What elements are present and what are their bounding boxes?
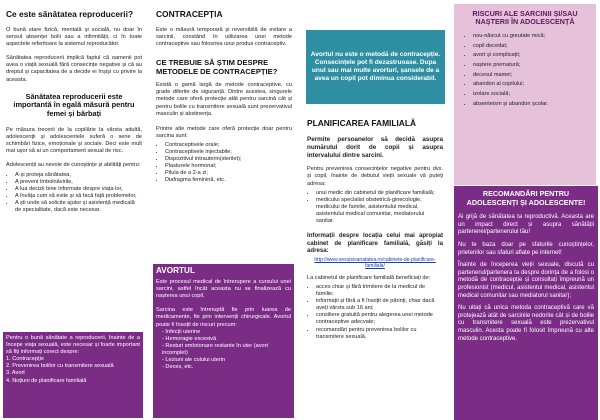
list-item: - Leziuni ale colului uterin xyxy=(162,357,226,364)
section-title: CONTRACEPȚIA xyxy=(156,9,223,19)
column-family-planning xyxy=(307,118,443,341)
box-intro: Pentru o bună sănătate a reproducerii, înainte de a începe viața sexuală, este necesar și foarte important să fiți informați corect despre: xyxy=(6,335,140,356)
list-item: • Contraceptivele orale; xyxy=(165,142,292,149)
list-item: 3. Avort xyxy=(6,370,25,377)
topics-list xyxy=(6,356,140,384)
paragraph: Sănătatea reproducerii implică faptul că oamenii pot avea o viață sexuală fără consecințe negative și că au dreptul și capacitatea de a decide ei înșiși cu privire la aceasta. xyxy=(6,55,142,83)
paragraph: Ai grijă de sănătatea ta reproductivă. Aceasta are un impact direct și asupra sănătății partenerei/partenerului tău! xyxy=(458,214,594,236)
risk-list xyxy=(156,329,291,372)
list-item: • A-și proteja sănătatea, xyxy=(15,172,142,179)
list-item: • izolare socială; xyxy=(473,91,593,98)
list-item: • A preveni îmbolnăvirile, xyxy=(15,179,142,186)
recommendations-box xyxy=(454,186,598,420)
list-item: • A lua decizii bine informate despre viața lor, xyxy=(15,186,142,193)
list-item: - Hemoragie excesivă xyxy=(162,335,217,342)
list-item: 2. Prevenirea bolilor cu transmitere sexuală xyxy=(6,363,114,370)
list-item: • avort și complicații; xyxy=(473,52,593,59)
section-subtitle: Permite persoanelor să decidă asupra numărului dorit de copii și asupra intervalului dintre sarcini. xyxy=(307,136,443,159)
list-item: • Diafragma feminină, etc. xyxy=(165,177,292,184)
list-item: - Deces, etc. xyxy=(162,364,194,371)
paragraph: Printre alte metode care oferă protecție doar pentru sarcina sunt: xyxy=(156,125,292,139)
section-subtitle: Sănătatea reproducerii este importantă în egală măsură pentru femei și bărbați xyxy=(13,91,135,119)
list-item: 1. Contracepție xyxy=(6,356,44,363)
list-item: • naștere prematură; xyxy=(473,62,593,69)
methods-list xyxy=(156,142,292,185)
paragraph: Pentru prevenirea consecințelor negative pentru dvs. și copil, înainte de debutul vieții sexuale vă puteți adresa: xyxy=(307,166,443,187)
cabinet-link[interactable]: http://www.sexulsisanatatea.ro/cabinete-de-planificare-familiala/ xyxy=(314,256,436,269)
list-item: - Infecții uterine xyxy=(162,328,201,335)
paragraph: Nu te baza doar pe sfaturile cunoștințelor, prietenilor sau sfaturi aflate pe internet! xyxy=(458,241,594,256)
list-item: • absenteism și abandon școlar. xyxy=(473,101,593,108)
paragraph: Este o măsură temporară și reversibilă de evitare a sarcinii, constând în utilizarea unei metode contraceptive sau folosirea unui produs contraceptiv. xyxy=(156,27,292,48)
list-item: - Resturi embrionare restante în uter (avort incomplet) xyxy=(162,342,269,356)
section-title: Ce este sănătatea reproducerii? xyxy=(6,9,134,19)
list-item: • informații și fără a fi însoțit de părinți, chiar dacă aveți vârsta sub 16 ani; xyxy=(316,298,443,312)
risks-box xyxy=(454,4,596,185)
list-item: • nou-născut cu greutate mică; xyxy=(473,33,593,40)
paragraph: Există o gamă largă de metode contraceptive, cu grade diferite de siguranță. Dintre acestea, singurele metode care oferă protecție atât pentru sarcină cât și pentru bolile cu transmitere sexuală sunt prezervativul masculin și abstinența. xyxy=(156,82,292,117)
paragraph: Pe măsura trecerii de la copilărie la vârsta adultă, adolescenții și adolescentele suferă o serie de schimbări fizice, emoționale și sociale. Deci este mult mai ușor să ai un comportament sexual de risc. xyxy=(6,127,142,155)
contacts-list xyxy=(307,190,443,225)
paragraph: Nu uitați că unica metoda contraceptivă care vă protejează atât de sarcinile nedorite cât și de bolile cu transmitere sexuală este prezervativul masculin. Acesta poate fi folosit împreună cu alte metode contraceptive. xyxy=(458,305,594,342)
abortion-box xyxy=(153,264,294,418)
list-item: 4. Noțiuni de planificare familială xyxy=(6,377,87,384)
list-item: • Contraceptivele injectabile; xyxy=(165,149,292,156)
section-title: CE TREBUIE SĂ ȘTIM DESPRE METODELE DE CONTRACEPȚIE? xyxy=(156,58,278,77)
list-item: • medicului specialist obstetrică-ginecologie, medicului de familie, asistentului medical, asistentului medical comunitar, mediatorului sanitar. xyxy=(316,197,443,225)
list-item: • Plasturele hormonal; xyxy=(165,163,292,170)
paragraph: La cabinetul de planificare familială beneficiați de: xyxy=(307,274,431,281)
abortion-warning-box xyxy=(306,30,445,104)
list-item: • A învăța cum să evite și să facă față problemelor, xyxy=(15,193,142,200)
risks-list xyxy=(457,33,593,108)
risks-title: RISCURI ALE SARCINII ȘI/SAU NAȘTERII ÎN ADOLESCENȚĂ xyxy=(472,9,578,27)
section-title: PLANIFICAREA FAMILIALĂ xyxy=(307,118,417,128)
paragraph: O bună stare fizică, mentală și socială, nu doar în sensul absenței bolii sau a infirmității, ci în toate aspectele referitoare la sistemul reproducător. xyxy=(6,27,142,48)
warning-text: Avortul nu este o metodă de contracepție. Consecințele pot fi dezastruoase. Dupa unul sau mai multe avorturi, șansele de a avea un copil pot diminua considerabil. xyxy=(310,50,441,83)
paragraph: Adolescenții au nevoie de cunoștințe și abilități pentru: xyxy=(6,162,141,169)
list-item: • copil decedat; xyxy=(473,43,593,50)
paragraph: Înainte de începerea vieții sexuale, discută cu partenerul/partenera ta despre dorința de a folosi o metodă de contracepție și consultați împreună un profesionist (medicul, asistentul medical, asistentul medical comunitar sau mediatorul sanitar); xyxy=(458,262,594,299)
list-item: • Pilula de a 2-a zi; xyxy=(165,170,292,177)
list-item: • abandon al copilului; xyxy=(473,81,593,88)
list-item: • A ști unde să solicite ajutor și asistență medicală de specialitate, dacă este necesar. xyxy=(15,200,142,214)
info-title: Informații despre locația celui mai apropiat cabinet de planificare familială, găsiți la adresa: xyxy=(307,232,443,255)
column-reproductive-health xyxy=(6,0,142,214)
paragraph: Sarcina este întreruptă fie prin luarea de medicamente, fie prin intervenții chirurgicale. Avortul poate fi însoțit de riscuri precum: xyxy=(156,307,291,328)
list-item: • acces chiar și fără trimitere de la medicul de familie; xyxy=(316,284,443,298)
paragraph: Este procesul medical de întrerupere a cursului unei sarcini, astfel încât aceasta nu se finalizează cu nașterea unui copil. xyxy=(156,279,291,300)
benefits-list xyxy=(307,284,443,341)
list-item: • Dispozitivul intrauterin(sterilet); xyxy=(165,156,292,163)
abortion-title: AVORTUL xyxy=(156,266,195,275)
list-item: • decesul mamei; xyxy=(473,72,593,79)
list-item: • unui medic din cabinetul de planificare familială; xyxy=(316,190,443,197)
list-item: • recomandări pentru prevenirea bolilor cu transmitere sexuală. xyxy=(316,327,443,341)
info-box-purple xyxy=(3,332,143,418)
column-contraception xyxy=(156,0,292,185)
needs-list xyxy=(6,172,142,215)
recommendations-title: RECOMANDĂRI PENTRU ADOLESCENȚI ȘI ADOLESCENTE! xyxy=(466,189,586,207)
list-item: • consiliere gratuită pentru alegerea unei metode contraceptive adecvate; xyxy=(316,312,443,326)
